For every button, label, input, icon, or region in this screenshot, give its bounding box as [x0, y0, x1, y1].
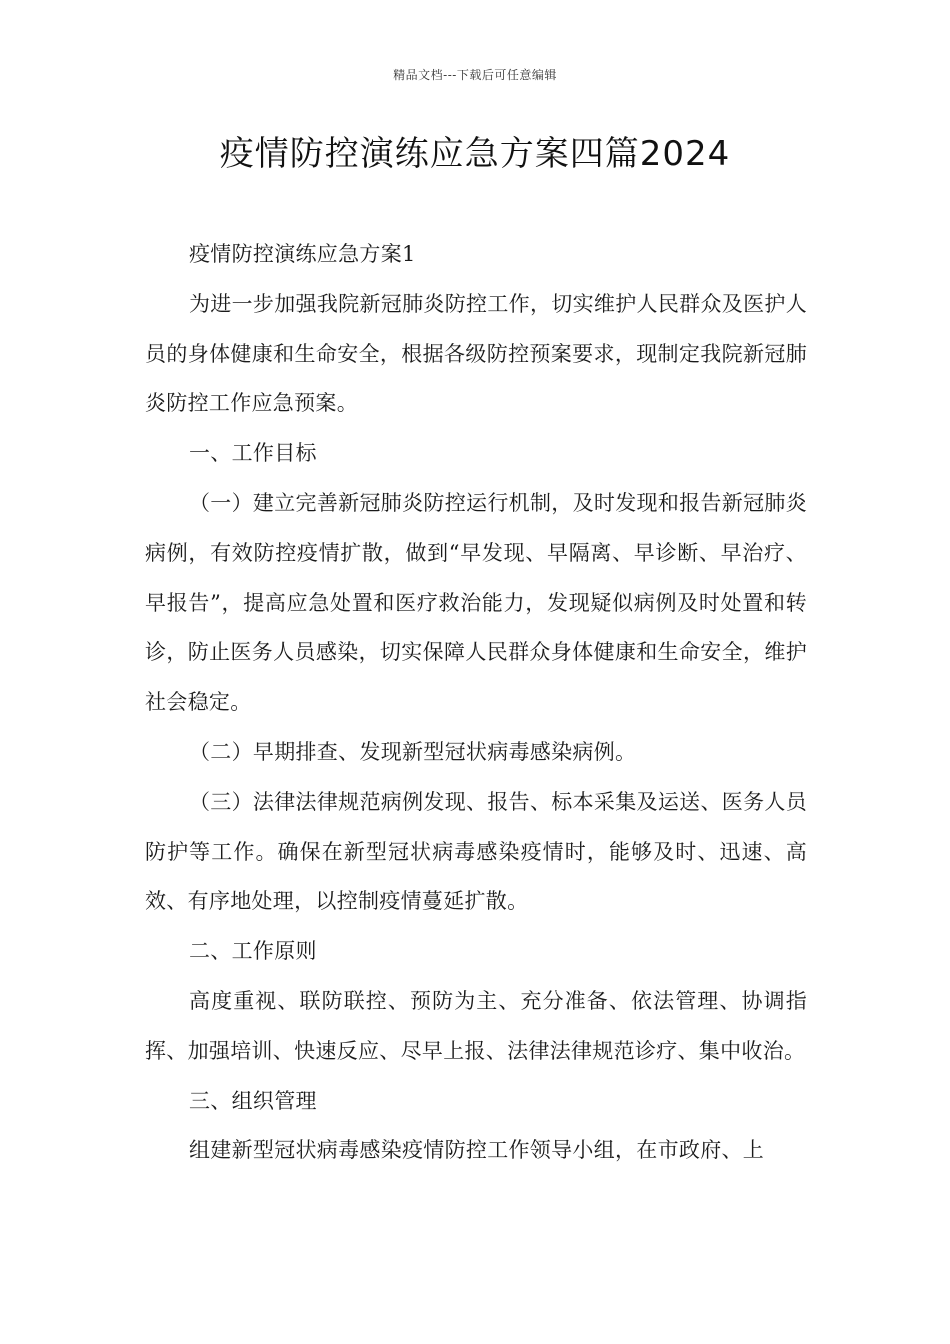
paragraph-goal-1: （一）建立完善新冠肺炎防控运行机制，及时发现和报告新冠肺炎病例，有效防控疫情扩散，做到“早发现、早隔离、早诊断、早治疗、早报告”，提高应急处置和医疗救治能力，发现疑似病例及时处置和转诊，防止医务人员感染，切实保障人民群众身体健康和生命安全，维护社会稳定。	[145, 490, 807, 715]
heading-work-principles: 二、工作原则	[189, 939, 317, 964]
paragraph-principles: 高度重视、联防联控、预防为主、充分准备、依法管理、协调指挥、加强培训、快速反应、尽早上报、法律法律规范诊疗、集中收治。	[145, 988, 807, 1063]
paragraph-goal-2: （二）早期排查、发现新型冠状病毒感染病例。	[189, 739, 637, 764]
paragraph-organization: 组建新型冠状病毒感染疫情防控工作领导小组，在市政府、上	[189, 1138, 765, 1163]
document-body	[145, 230, 807, 1176]
document-title: 疫情防控演练应急方案四篇2024	[219, 134, 731, 174]
header-note: 精品文档---下载后可任意编辑	[393, 68, 557, 82]
section-subtitle: 疫情防控演练应急方案1	[189, 242, 416, 266]
heading-organization: 三、组织管理	[189, 1088, 317, 1113]
heading-work-goals: 一、工作目标	[189, 441, 317, 466]
paragraph-goal-3: （三）法律法律规范病例发现、报告、标本采集及运送、医务人员防护等工作。确保在新型冠状病毒感染疫情时，能够及时、迅速、高效、有序地处理，以控制疫情蔓延扩散。	[145, 789, 807, 914]
paragraph-intro: 为进一步加强我院新冠肺炎防控工作，切实维护人民群众及医护人员的身体健康和生命安全，根据各级防控预案要求，现制定我院新冠肺炎防控工作应急预案。	[145, 291, 807, 416]
